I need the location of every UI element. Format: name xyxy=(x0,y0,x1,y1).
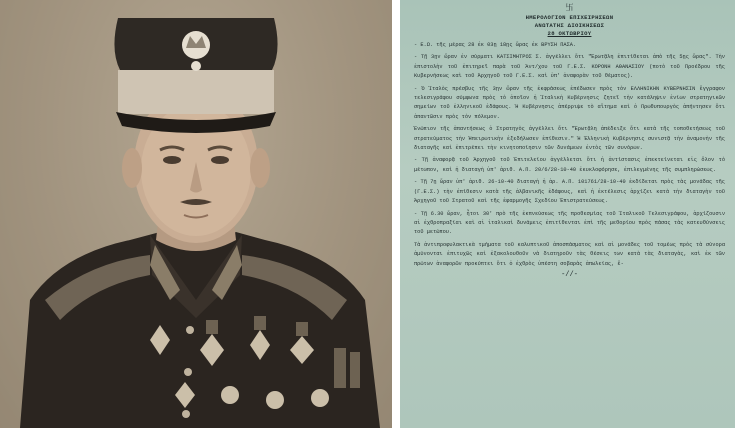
document-header-line-3 xyxy=(414,30,725,38)
document-header-line-2: ΑΝΩΤΑΤΗΣ ΔΙΟΙΚΗΣΕΩΣ xyxy=(534,22,605,29)
document-paragraph: Τὰ ἀντιπροφυλακτικὰ τμήματα τοῦ καλυπτικοῦ ἀποσπάσματος καὶ αἱ μονάδες τοῦ τομέως πρὸς τὰ σύνορα ἀμύνονται ἐπιτυχῶς καὶ ἐξακολουθοῦν νὰ διατηροῦν τὰς θέσεις των κατὰ τὰς διαταγὰς, καὶ ἐκ τῶν πρώτων ἀναφορῶν προκύπτει ὅτι ὁ ἐχθρὸς ὑπέστη σοβαρὰς ἀπωλείας, ἔ- xyxy=(414,241,725,267)
document-mark: 卐 xyxy=(565,4,574,13)
document-date: 28 ΟΚΤΩΒΡΙΟΥ xyxy=(547,30,592,37)
document-paragraph: Ἐνώπιον τῆς ἀπαντήσεως ὁ Στρατηγὸς ἀγγέλλει ὅτι "Ἐρωτᾷλη ἀπέδειξε ὅτι κατὰ τῆς τοποθετήσεως τοῦ στρατεύματος τὴν Ἠπειρωτικὴν ἐξεδήλωσεν ἐπίθεσιν." Ἡ Ἑλληνικὴ Κυβέρνησις συνιστᾷ τὴν ἀναμονὴν τῆς διαταγῆς καὶ ἐπιτρέπει τὴν κινητοποίησιν τῶν δυνάμεων ἐντὸς τῶν συνόρων. xyxy=(414,126,725,152)
document-end-mark: -//- xyxy=(561,270,578,279)
document-header-line-1: ΗΜΕΡΟΛΟΓΙΟΝ ΕΠΙΧΕΙΡΗΣΕΩΝ xyxy=(525,14,614,21)
document-paragraph: - Τῇ 7ῃ ὥραν ὑπ' ἀριθ. 26-10-40 διαταγὴ ἡ ἀρ. Α.Π. 101761/28-10-40 ἐκδίδεται πρὸς τὰς μονάδας τῆς (Γ.Ε.Σ.) τὴν ἐπίθεσιν κατὰ τῆς ἀλβανικῆς ἐδάφους, καὶ ἡ ἐκτέλεσις ἀρχίζει κατὰ τὴν διαταγὴν τοῦ Ἀρχηγοῦ τοῦ Στρατοῦ καὶ τῆς ἐφαρμογῆς Σχεδίου Ἐπιστρατεύσεως. xyxy=(414,179,725,205)
image-divider xyxy=(392,0,400,428)
document-paragraph: - Τῇ 3ῃν ὥραν ἐν σύρματι ΚΑΤΣΙΜΗΤΡΟΣ Σ. ἀγγέλλει ὅτι "Ἐρωτᾷλη ἐπιτίθεται ἀπὸ τῆς 5ῃς ὥρας". Τὴν ἐπιστολὴν τοῦ ἐπιτηρεῖ παρὰ τοῦ Ἀντ/χου τοῦ Γ.Ε.Σ. ΚΟΡΟΝΗ ΑΘΑΝΑΣΙΟΥ (ποτὸ τοῦ Προέδρου τῆς Κυβερνήσεως καὶ τοῦ Ἀρχηγοῦ τοῦ Γ.Ε.Σ. καὶ ὑπ' ἀναφορὰν τοῦ θέματος). xyxy=(414,54,725,80)
document-paragraph: - Τῇ ἀναφορᾷ τοῦ Ἀρχηγοῦ τοῦ Ἐπιτελείου ἀγγέλλεται ὅτι ἡ ἀντίστασις ἐπεκτείνεται εἰς ὅλον τὸ μέτωπον, καὶ ἡ διαταγὴ ὑπ' ἀριθ. Α.Π. 20/6/28-10-40 ἐκυκλοφόρησε, ἐπιλεγμένης τῆς συμπληρώσεως. xyxy=(414,157,725,173)
document-paragraph: - Τῇ 6.30 ὥραν, ἧτοι 30' πρὸ τῆς ἐκπνεύσεως τῆς προθεσμίας τοῦ Ἰταλικοῦ Τελεσιγράφου, ἀρχίζουσιν αἱ ἐχθροπραξίαι καὶ αἱ ἰταλικαὶ δυνάμεις ἐπιτίθενται ἐπὶ τῆς μεθορίου πρὸς πάσας τὰς κατευθύνσεις τοῦ μετώπου. xyxy=(414,210,725,236)
document-paragraph: - Ὁ Ἰταλὸς πρέσβυς τῆς 3ῃν ὥραν τῆς ἐκφράσεως ἐπέδωσεν πρὸς τὸν ΕΛΛΗΝΙΚΗΝ ΚΥΒΕΡΝΗΣΙΝ ἔγγραφον τελεσιγράφου σύμφωνα πρὸς τὸ ὁποῖον ἡ Ἰταλικὴ Κυβέρνησις ζητεῖ τὴν κατάληψιν ἐνίων στρατηγικῶν σημείων τοῦ ἑλληνικοῦ ἐδάφους. Ἡ Κυβέρνησις ἀπέρριψε τὸ αἴτημα καὶ ὁ Πρωθυπουργὸς ἀπήντησεν ὅτι ἀπαντῶσιν πρὸς τὸν πόλεμον. xyxy=(414,85,725,120)
typewritten-document xyxy=(400,0,735,428)
document-paragraph: - Ε.Ω. τῆς μέρας 28 ἐκ 03ῃ 18ῃς ὥρας ἐκ ΒΡΥΣΗ ΠΑΣΑ. xyxy=(414,42,577,48)
